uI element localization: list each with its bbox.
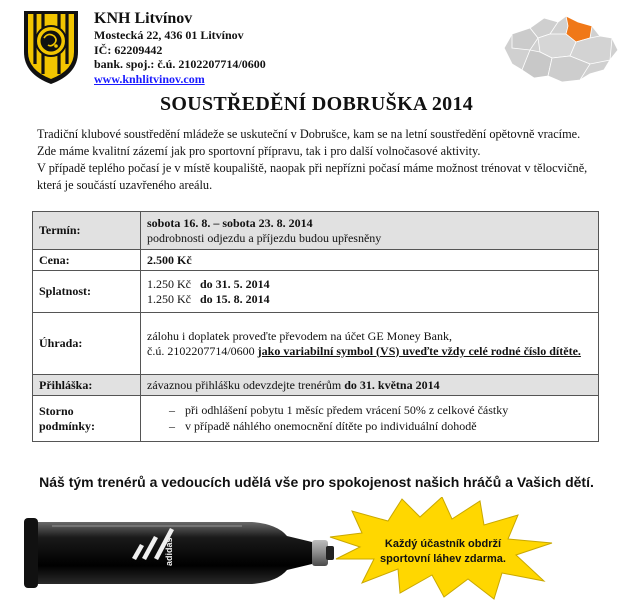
bottle-brand: adidas	[164, 537, 174, 566]
termin-note: podrobnosti odjezdu a příjezdu budou upřesněny	[147, 230, 382, 245]
cena-label: Cena:	[33, 250, 141, 271]
cena-value: 2.500 Kč	[141, 250, 599, 271]
splatnost-label: Splatnost:	[33, 271, 141, 313]
intro-paragraph-2: V případě teplého počasí je v místě koupaliště, naopak při nepřízni počasí máme možnost trénovat v tělocvičně, která je součástí uzavřeného areálu.	[37, 161, 588, 192]
intro-paragraph-1: Tradiční klubové soustředění mládeže se uskuteční v Dobrušce, kam se na letní soustředění opětovně vracíme. Zde máme kvalitní zázemí jak pro sportovní přípravu, tak i pro další volnočasové aktivity.	[37, 127, 581, 158]
table-row-cena	[33, 250, 599, 271]
storno-item-1: při odhlášení pobytu 1 měsíc předem vrácení 50% z celkové částky	[185, 403, 509, 417]
splatnost-due-1: do 31. 5. 2014	[200, 276, 270, 291]
storno-item-2: v případě náhlého onemocnění dítěte po individuální dohodě	[185, 419, 477, 433]
storno-label-line-2: podmínky:	[39, 418, 96, 433]
table-row-uhrada	[33, 313, 599, 375]
info-table	[32, 211, 599, 442]
intro-text	[37, 126, 597, 194]
prihlaska-deadline: do 31. května 2014	[344, 377, 440, 392]
splatnost-amount-1: 1.250 Kč	[147, 276, 191, 291]
czech-republic-map-icon	[500, 8, 620, 90]
promo-line-2: sportovní láhev zdarma.	[380, 553, 506, 565]
uhrada-line-2	[147, 344, 592, 359]
table-row-splatnost	[33, 271, 599, 313]
termin-label: Termín:	[33, 212, 141, 250]
table-row-termin	[33, 212, 599, 250]
prihlaska-value	[141, 375, 599, 396]
table-row-storno	[33, 396, 599, 442]
termin-dates: sobota 16. 8. – sobota 23. 8. 2014	[147, 215, 313, 230]
storno-label	[33, 396, 141, 442]
promo-text	[368, 537, 518, 567]
slogan-text: Náš tým trenérů a vedoucích udělá vše pro spokojenost našich hráčů a Vašich dětí.	[39, 474, 594, 490]
list-item	[147, 419, 592, 434]
storno-label-line-1: Storno	[39, 403, 74, 418]
sports-bottle-icon	[12, 500, 342, 600]
splatnost-row-1	[147, 277, 592, 292]
dash-bullet-icon: –	[169, 403, 175, 417]
storno-value	[141, 396, 599, 442]
list-item	[147, 403, 592, 418]
uhrada-vs-note: jako variabilní symbol (VS) uveďte vždy celé rodné číslo dítěte.	[257, 343, 581, 358]
dash-bullet-icon: –	[169, 419, 175, 433]
promo-line-1: Každý účastník obdrží	[384, 538, 502, 550]
table-row-prihlaska	[33, 375, 599, 396]
page-title: SOUSTŘEDĚNÍ DOBRUŠKA 2014	[159, 93, 474, 115]
storno-list	[147, 403, 592, 434]
uhrada-account: č.ú. 2102207714/0600	[147, 343, 255, 358]
splatnost-due-2: do 15. 8. 2014	[200, 291, 270, 306]
club-name: KNH Litvínov	[94, 10, 193, 27]
splatnost-row-2	[147, 292, 592, 307]
splatnost-value	[141, 271, 599, 313]
splatnost-amount-2: 1.250 Kč	[147, 291, 191, 306]
club-website-link[interactable]: www.knhlitvinov.com	[94, 71, 205, 86]
club-address: Mostecká 22, 436 01 Litvínov	[94, 28, 244, 42]
prihlaska-label: Přihláška:	[33, 375, 141, 396]
uhrada-label: Úhrada:	[33, 313, 141, 375]
knh-shield-logo-icon	[21, 8, 81, 86]
prihlaska-text: závaznou přihlášku odevzdejte trenérům	[147, 377, 342, 392]
termin-value	[141, 212, 599, 250]
club-bank: bank. spoj.: č.ú. 2102207714/0600	[94, 57, 266, 71]
uhrada-line-1: zálohu i doplatek proveďte převodem na účet GE Money Bank,	[147, 328, 452, 343]
club-ic: IČ: 62209442	[94, 42, 163, 57]
club-header	[94, 9, 266, 86]
uhrada-value	[141, 313, 599, 375]
